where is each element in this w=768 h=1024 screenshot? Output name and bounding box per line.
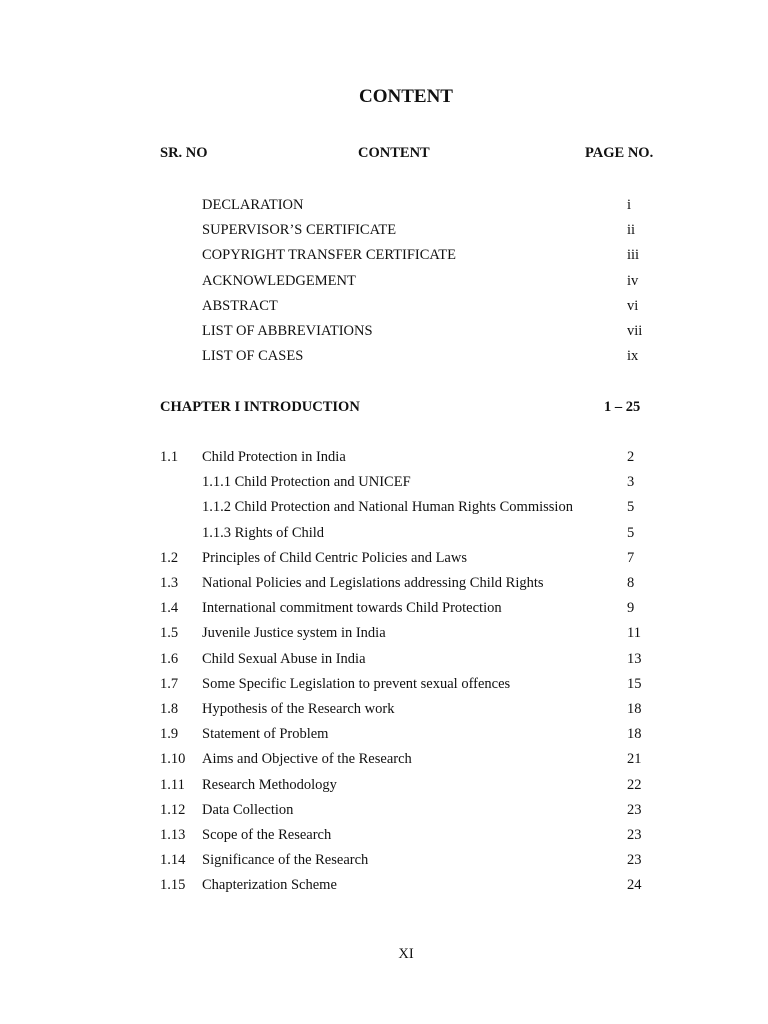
- toc-entry-number: 1.13: [160, 827, 186, 843]
- front-matter-title: ABSTRACT: [202, 297, 278, 314]
- front-matter-title: SUPERVISOR’S CERTIFICATE: [202, 222, 397, 239]
- toc-entry-number: 1.2: [160, 549, 179, 566]
- toc-entry-row: [0, 849, 768, 871]
- front-matter-page: i: [627, 197, 632, 213]
- toc-entry-row: [0, 748, 768, 770]
- front-matter-title: DECLARATION: [202, 197, 304, 213]
- front-matter-page: iv: [627, 272, 639, 289]
- toc-entry-number: 1.10: [160, 751, 186, 768]
- toc-entry-title: Statement of Problem: [202, 726, 329, 743]
- header-page-no: PAGE NO.: [585, 145, 654, 161]
- toc-entry-title: Some Specific Legislation to prevent sexual offences: [202, 675, 511, 692]
- front-matter-page: ix: [627, 348, 639, 365]
- front-matter-row: [0, 270, 768, 292]
- front-matter-title: COPYRIGHT TRANSFER CERTIFICATE: [202, 247, 456, 264]
- toc-entry-row: [0, 824, 768, 846]
- toc-entry-row: [0, 572, 768, 594]
- toc-entry-row: [0, 698, 768, 720]
- toc-entry-row: [0, 673, 768, 695]
- toc-entry-page: 11: [627, 625, 641, 642]
- front-matter-page: iii: [627, 247, 640, 264]
- toc-entry-title: Juvenile Justice system in India: [202, 625, 386, 642]
- toc-entry-page: 21: [627, 751, 642, 768]
- toc-entry-page: 7: [627, 549, 635, 566]
- toc-entry-row: [0, 547, 768, 569]
- front-matter-page: vi: [627, 297, 639, 314]
- toc-entry-number: 1.12: [160, 801, 186, 818]
- toc-entry-number: 1.11: [160, 776, 185, 793]
- toc-entry-page: 24: [627, 877, 642, 894]
- front-matter-row: [0, 219, 768, 241]
- toc-entry-number: 1.6: [160, 650, 179, 667]
- toc-entry-title: 1.1.1 Child Protection and UNICEF: [202, 474, 411, 491]
- toc-entry-title: Significance of the Research: [202, 852, 369, 869]
- toc-entry-title: Scope of the Research: [202, 827, 332, 843]
- toc-entry-title: Principles of Child Centric Policies and Laws: [202, 549, 467, 566]
- toc-entry-title: 1.1.2 Child Protection and National Human Rights Commission: [202, 499, 573, 516]
- toc-entry-number: 1.8: [160, 701, 179, 717]
- toc-entry-number: 1.7: [160, 675, 179, 692]
- toc-entry-row: [0, 446, 768, 468]
- chapter-title: CHAPTER I INTRODUCTION: [160, 399, 360, 415]
- toc-entry-row: [0, 471, 768, 493]
- toc-entry-number: 1.1: [160, 449, 179, 465]
- toc-entry-row: [0, 723, 768, 745]
- toc-entry-number: 1.3: [160, 575, 179, 591]
- toc-entry-page: 8: [627, 575, 635, 591]
- toc-entry-title: Aims and Objective of the Research: [202, 751, 412, 768]
- front-matter-title: LIST OF ABBREVIATIONS: [202, 323, 373, 339]
- toc-entry-row: [0, 774, 768, 796]
- toc-entry-page: 18: [627, 701, 642, 717]
- toc-entry-page: 23: [627, 827, 642, 843]
- toc-entry-page: 2: [627, 449, 635, 465]
- toc-entry-row: [0, 597, 768, 619]
- toc-entry-number: 1.5: [160, 625, 179, 642]
- chapter-heading: [0, 396, 768, 418]
- front-matter-row: [0, 194, 768, 216]
- toc-entry-title: 1.1.3 Rights of Child: [202, 524, 325, 541]
- toc-entry-title: Hypothesis of the Research work: [202, 701, 395, 717]
- header-content: CONTENT: [358, 145, 430, 161]
- toc-entry-row: [0, 799, 768, 821]
- toc-entry-page: 23: [627, 852, 642, 869]
- toc-entry-title: Child Protection in India: [202, 449, 346, 465]
- front-matter-row: [0, 244, 768, 266]
- toc-entry-title: National Policies and Legislations addressing Child Rights: [202, 575, 544, 591]
- toc-entry-page: 3: [627, 474, 635, 491]
- front-matter-row: [0, 320, 768, 342]
- toc-entry-number: 1.14: [160, 852, 186, 869]
- toc-entry-page: 22: [627, 776, 642, 793]
- page-title: CONTENT: [359, 86, 453, 107]
- toc-entry-page: 15: [627, 675, 642, 692]
- toc-entry-title: Research Methodology: [202, 776, 337, 793]
- toc-entry-title: Chapterization Scheme: [202, 877, 337, 894]
- toc-entry-title: Child Sexual Abuse in India: [202, 650, 366, 667]
- toc-entry-title: Data Collection: [202, 801, 294, 818]
- toc-entry-title: International commitment towards Child Protection: [202, 600, 502, 617]
- chapter-page-range: 1 – 25: [604, 399, 641, 415]
- front-matter-row: [0, 295, 768, 317]
- toc-entry-page: 5: [627, 524, 635, 541]
- front-matter-title: ACKNOWLEDGEMENT: [202, 272, 356, 289]
- toc-entry-row: [0, 496, 768, 518]
- front-matter-page: vii: [627, 323, 643, 339]
- toc-entry-number: 1.4: [160, 600, 179, 617]
- toc-entry-number: 1.15: [160, 877, 186, 894]
- header-sr-no: SR. NO: [160, 145, 208, 161]
- toc-entry-page: 13: [627, 650, 642, 667]
- toc-entry-page: 23: [627, 801, 642, 818]
- front-matter-row: [0, 345, 768, 367]
- toc-entry-row: [0, 874, 768, 896]
- toc-entry-page: 5: [627, 499, 635, 516]
- toc-entry-page: 18: [627, 726, 642, 743]
- toc-entry-page: 9: [627, 600, 635, 617]
- toc-entry-row: [0, 522, 768, 544]
- front-matter-title: LIST OF CASES: [202, 348, 304, 365]
- front-matter-page: ii: [627, 222, 636, 239]
- toc-entry-row: [0, 622, 768, 644]
- page-number-footer: XI: [398, 946, 414, 962]
- toc-entry-number: 1.9: [160, 726, 179, 743]
- toc-entry-row: [0, 648, 768, 670]
